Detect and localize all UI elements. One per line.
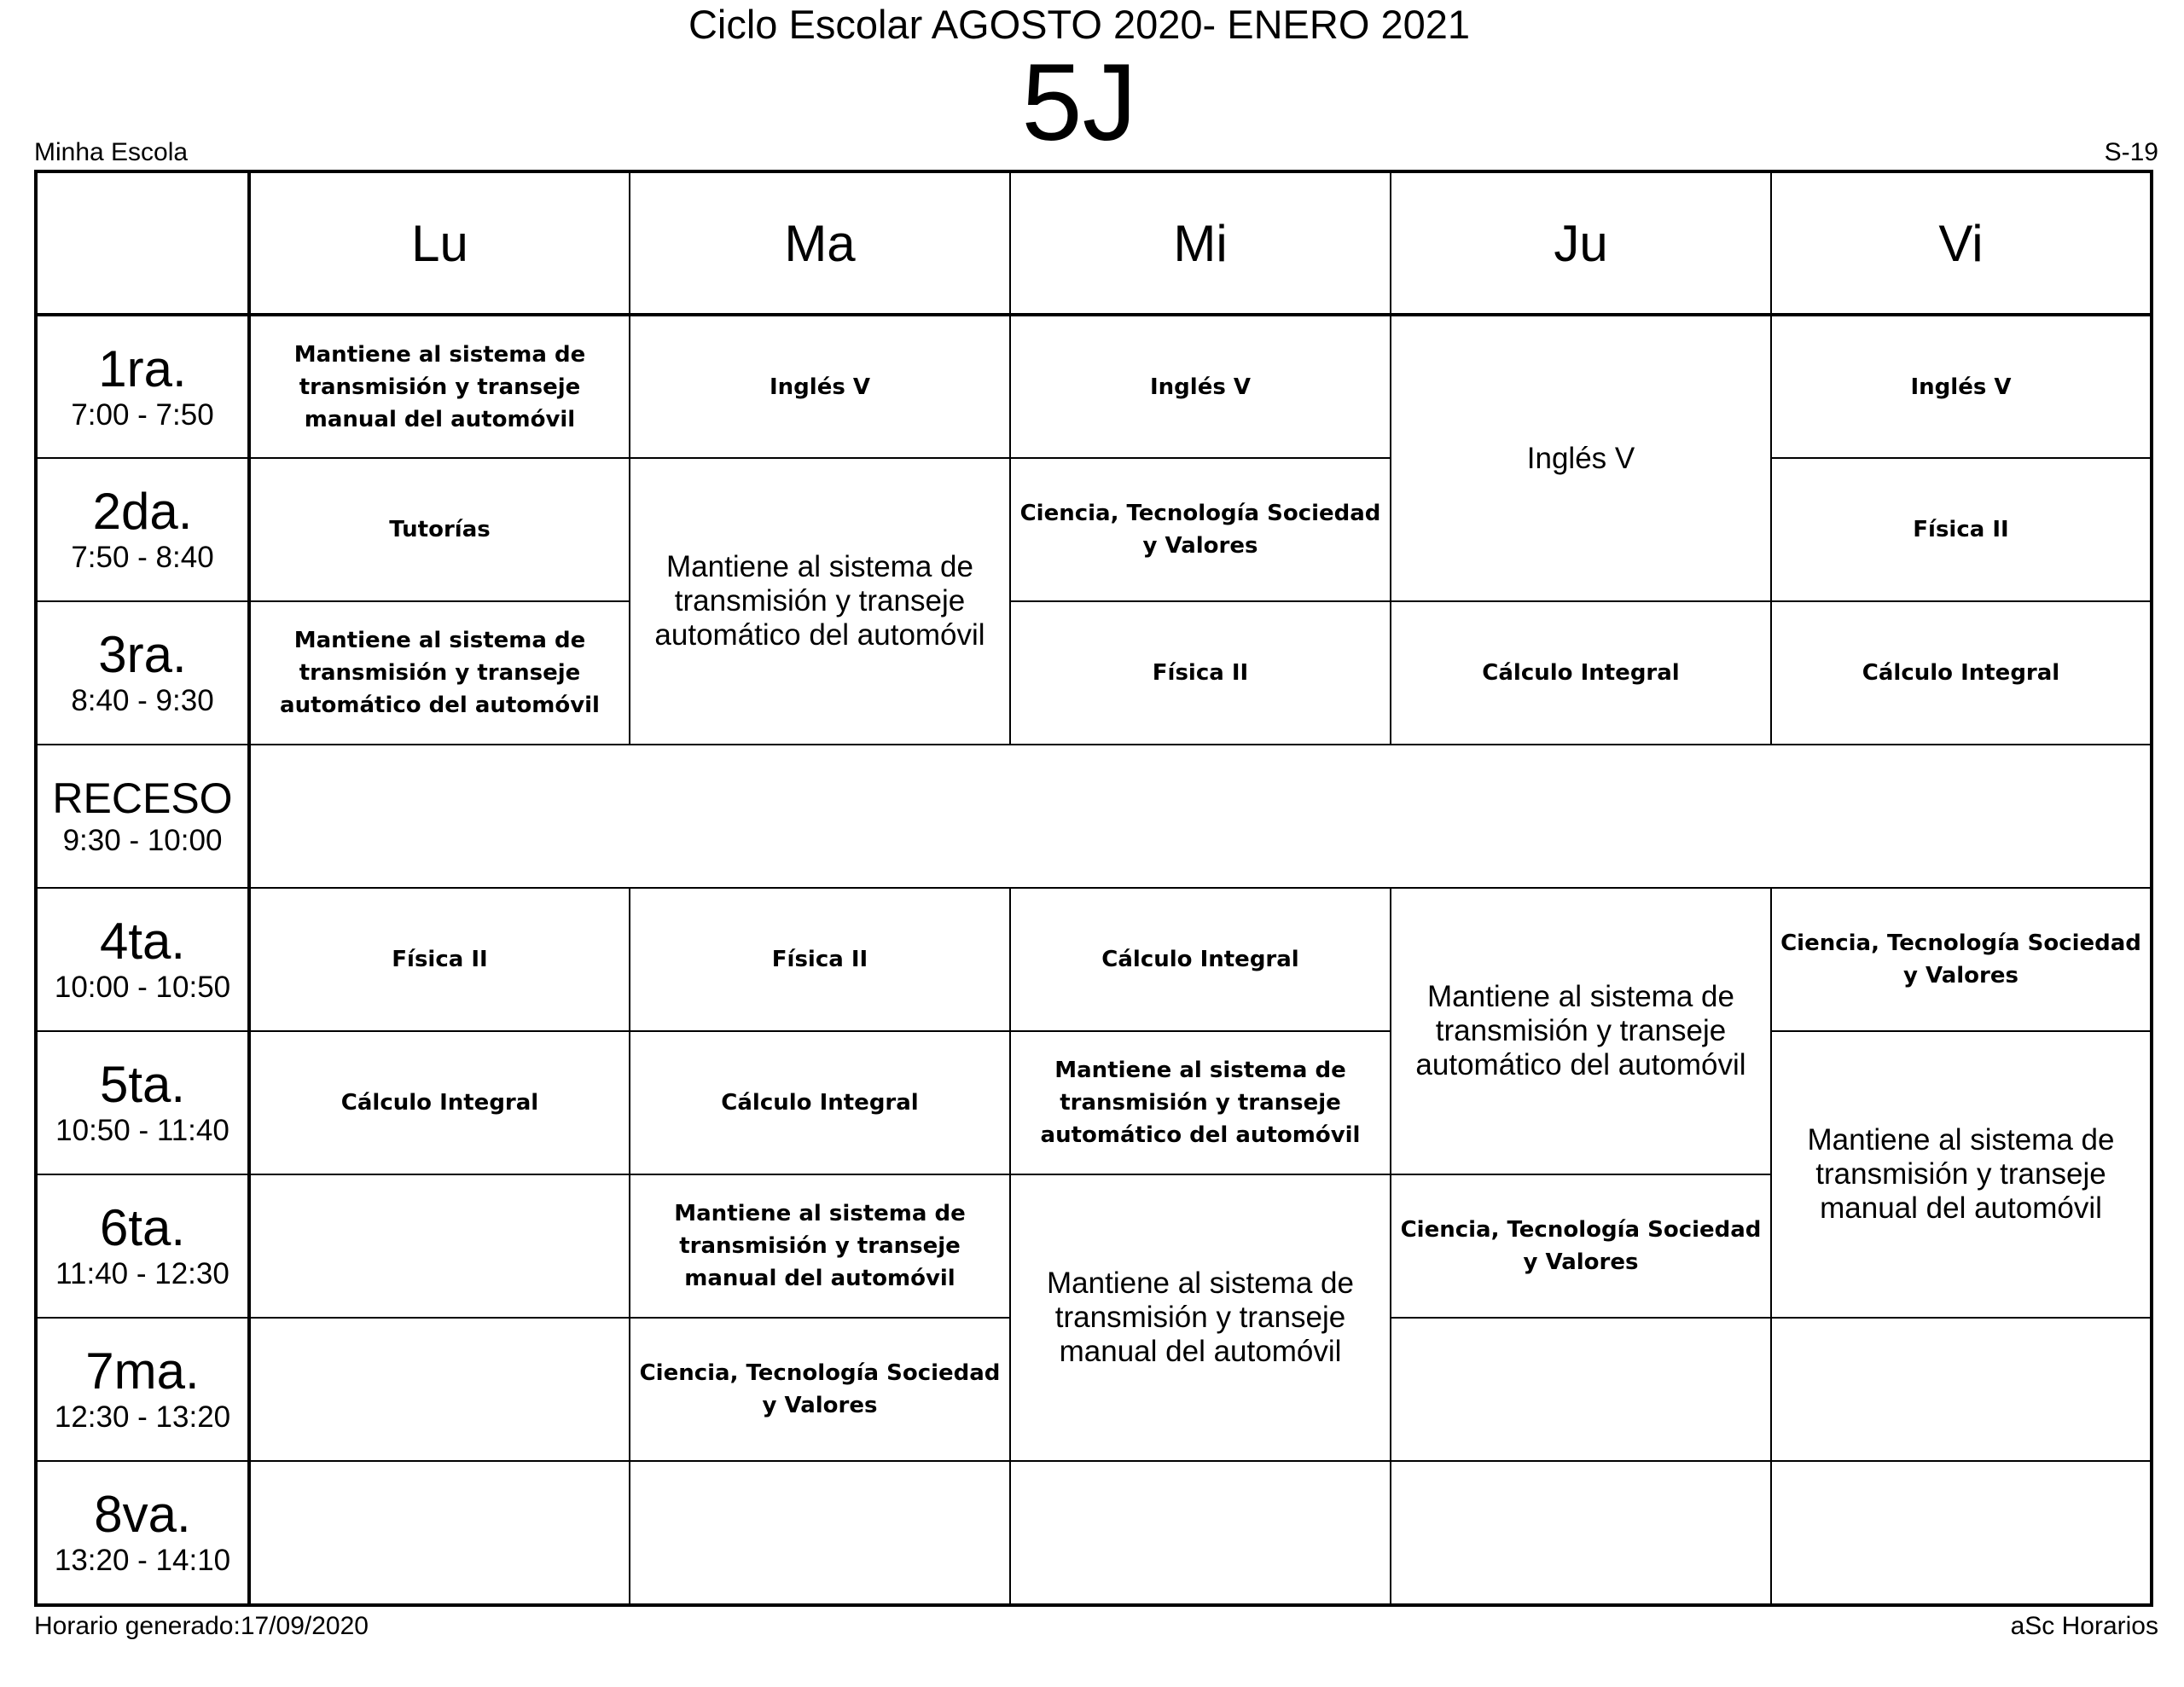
empty-cell — [249, 1318, 630, 1461]
period-name: 5ta. — [99, 1056, 186, 1113]
period-name: 4ta. — [99, 913, 186, 970]
empty-cell — [249, 1461, 630, 1605]
school-name: Minha Escola — [34, 138, 189, 166]
lesson-cell: Cálculo Integral — [1771, 601, 2152, 745]
period-8 — [36, 1461, 249, 1605]
period-name: 6ta. — [99, 1199, 186, 1256]
lesson-cell: Mantiene al sistema de transmisión y transeje manual del automóvil — [630, 1174, 1010, 1318]
period-2 — [36, 458, 249, 601]
period-7 — [36, 1318, 249, 1461]
period-5 — [36, 1031, 249, 1174]
period-time: 7:00 - 7:50 — [71, 397, 214, 432]
period-time: 8:40 - 9:30 — [71, 684, 214, 717]
lesson-cell: Mantiene al sistema de transmisión y transeje manual del automóvil — [249, 315, 630, 458]
lesson-cell: Ciencia, Tecnología Sociedad y Valores — [1010, 458, 1391, 601]
lesson-cell: Física II — [249, 888, 630, 1031]
lesson-cell: Física II — [1771, 458, 2152, 601]
lesson-cell: Física II — [1010, 601, 1391, 745]
day-header-mi: Mi — [1010, 171, 1391, 315]
lesson-cell: Mantiene al sistema de transmisión y transeje automático del automóvil — [1391, 888, 1771, 1174]
generated-date: Horario generado:17/09/2020 — [34, 1612, 369, 1640]
day-header-vi: Vi — [1771, 171, 2152, 315]
lesson-cell: Cálculo Integral — [249, 1031, 630, 1174]
period-time: 13:20 - 14:10 — [54, 1544, 231, 1577]
lesson-cell: Física II — [630, 888, 1010, 1031]
period-name: 1ra. — [98, 339, 187, 397]
period-name: 7ma. — [85, 1342, 200, 1400]
lesson-cell: Cálculo Integral — [630, 1031, 1010, 1174]
empty-cell — [1771, 1461, 2152, 1605]
empty-cell — [1391, 1318, 1771, 1461]
recess-cell — [249, 745, 2152, 888]
period-6 — [36, 1174, 249, 1318]
lesson-cell: Tutorías — [249, 458, 630, 601]
schedule-title: Ciclo Escolar AGOSTO 2020- ENERO 2021 — [688, 2, 1471, 47]
lesson-cell: Mantiene al sistema de transmisión y transeje automático del automóvil — [630, 458, 1010, 745]
corner-cell — [36, 171, 249, 315]
period-time: 11:40 - 12:30 — [55, 1257, 229, 1290]
period-time: 9:30 - 10:00 — [62, 824, 223, 857]
empty-cell — [249, 1174, 630, 1318]
empty-cell — [630, 1461, 1010, 1605]
empty-cell — [1010, 1461, 1391, 1605]
period-time: 10:00 - 10:50 — [54, 971, 231, 1004]
period-1 — [36, 315, 249, 458]
lesson-cell: Inglés V — [1010, 315, 1391, 458]
period-time: 12:30 - 13:20 — [54, 1400, 231, 1434]
period-name: 3ra. — [98, 626, 187, 683]
timetable-grid — [34, 170, 2153, 1607]
lesson-cell: Mantiene al sistema de transmisión y transeje manual del automóvil — [1010, 1174, 1391, 1461]
day-header-ju: Ju — [1391, 171, 1771, 315]
lesson-cell: Mantiene al sistema de transmisión y transeje automático del automóvil — [249, 601, 630, 745]
lesson-cell: Inglés V — [1771, 315, 2152, 458]
period-4 — [36, 888, 249, 1031]
class-name: 5J — [1021, 42, 1137, 164]
lesson-cell: Inglés V — [1391, 315, 1771, 601]
period-recess — [36, 745, 249, 888]
lesson-cell: Ciencia, Tecnología Sociedad y Valores — [1391, 1174, 1771, 1318]
lesson-cell: Mantiene al sistema de transmisión y transeje automático del automóvil — [1010, 1031, 1391, 1174]
lesson-cell: Ciencia, Tecnología Sociedad y Valores — [1771, 888, 2152, 1031]
lesson-cell: Ciencia, Tecnología Sociedad y Valores — [630, 1318, 1010, 1461]
empty-cell — [1391, 1461, 1771, 1605]
software-brand: aSc Horarios — [2010, 1612, 2158, 1640]
lesson-cell: Cálculo Integral — [1391, 601, 1771, 745]
period-time: 10:50 - 11:40 — [55, 1114, 229, 1147]
lesson-cell: Cálculo Integral — [1010, 888, 1391, 1031]
day-header-lu: Lu — [249, 171, 630, 315]
lesson-cell: Inglés V — [630, 315, 1010, 458]
room-code: S-19 — [2104, 138, 2158, 166]
lesson-cell: Mantiene al sistema de transmisión y transeje manual del automóvil — [1771, 1031, 2152, 1318]
empty-cell — [1771, 1318, 2152, 1461]
period-name: RECESO — [52, 774, 233, 822]
period-time: 7:50 - 8:40 — [71, 541, 214, 574]
period-name: 8va. — [94, 1486, 191, 1543]
period-name: 2da. — [92, 483, 193, 540]
day-header-ma: Ma — [630, 171, 1010, 315]
period-3 — [36, 601, 249, 745]
